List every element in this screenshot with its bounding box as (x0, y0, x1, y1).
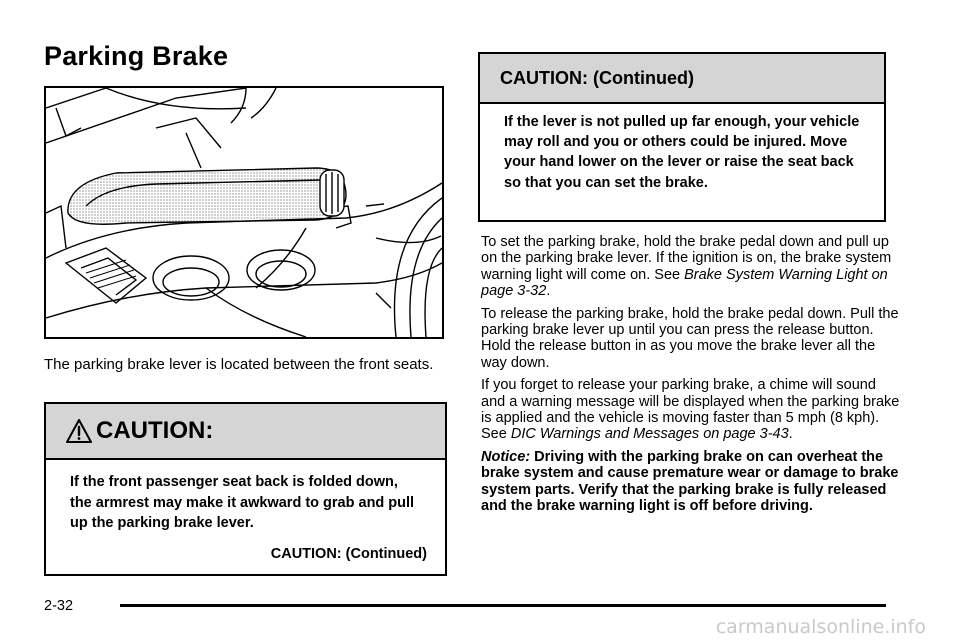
footer-rule (120, 604, 886, 607)
warning-icon (66, 418, 92, 444)
notice-label: Notice: (481, 448, 531, 465)
caution-continued-box (478, 52, 886, 222)
caution-heading: CAUTION: (96, 417, 214, 444)
caution-box (44, 402, 447, 576)
notice-text: Driving with the parking brake on can overheat the brake system and cause premature wear or damage to brake system parts. Verify that the parking brake is fully released and the brake warning light is off before driving. (481, 448, 899, 515)
period: . (546, 283, 551, 300)
forget-release-paragraph (481, 377, 901, 443)
caution-continued-header: CAUTION: (Continued) (480, 54, 884, 104)
page-number: 2-32 (44, 598, 74, 614)
dic-warnings-reference: DIC Warnings and Messages on page 3-43 (510, 426, 789, 443)
caution-text: If the front passenger seat back is folded down, the armrest may make it awkward to grab and pull up the parking brake lever. (70, 474, 415, 531)
release-brake-paragraph: To release the parking brake, hold the brake pedal down. Pull the parking brake lever up until you can press the release button. Hold the release button in as you move the brake lever all the way down. (481, 305, 899, 371)
caution-continued-label: CAUTION: (Continued) (270, 545, 427, 562)
caution-continued-text: If the lever is not pulled up far enough, your vehicle may roll and you or others could be injured. Move your hand lower on the lever or raise the seat back so that you can set the brake. (504, 114, 860, 191)
set-brake-text: To set the parking brake, hold the brake pedal down and pull up on the parking brake lever. If the ignition is on, the brake system warning light will come on. See (481, 234, 892, 283)
forget-release-text: If you forget to release your parking brake, a chime will sound and a warning message will be displayed when the parking brake is applied and the vehicle is moving faster than 5 mph (8 kph). See (481, 377, 900, 443)
brake-warning-light-reference: Brake System Warning Light on page 3-32 (481, 266, 888, 300)
caution-header (46, 404, 445, 460)
notice-paragraph (481, 449, 901, 515)
intro-paragraph: The parking brake lever is located between the front seats. (44, 356, 434, 373)
parking-brake-illustration (44, 86, 444, 339)
page-title: Parking Brake (44, 41, 229, 71)
watermark: carmanualsonline.info (715, 616, 926, 638)
instructions-column (481, 234, 901, 521)
set-brake-paragraph (481, 234, 901, 300)
period: . (788, 426, 793, 443)
